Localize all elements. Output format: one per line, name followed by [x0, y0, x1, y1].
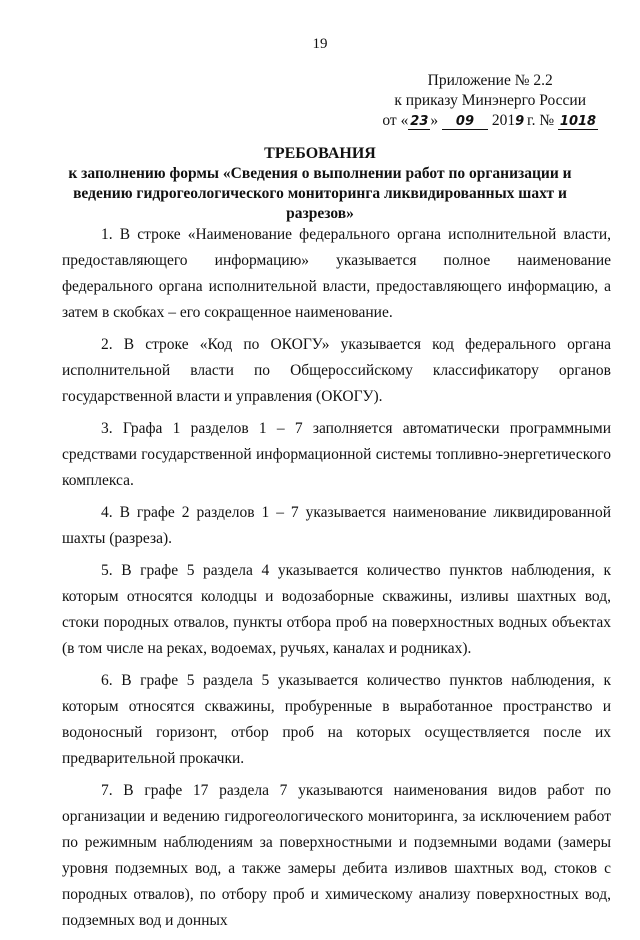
paragraph-2: 2. В строке «Код по ОКОГУ» указывается код федерального органа исполнительной власти по Общероссийскому классификатору органов государственной власти и управления (ОКОГУ).	[62, 336, 611, 405]
appendix-date-line	[382, 111, 598, 131]
paragraph-4: 4. В графе 2 разделов 1 – 7 указывается наименование ликвидированной шахты (разреза).	[62, 504, 611, 547]
appendix-block	[382, 71, 598, 131]
year-prefix: 201	[491, 112, 516, 129]
paragraph-1: 1. В строке «Наименование федерального органа исполнительной власти, предоставляющего информацию» указывается полное наименование федерального органа исполнительной власти, предоставляющего информацию, а затем в скобках – его сокращенное наименование.	[62, 226, 611, 321]
paragraph-7: 7. В графе 17 раздела 7 указываются наименования видов работ по организации и ведению гидрогеологического мониторинга, за исключением работ по режимным наблюдениям за поверхностными и подземными водами (замеры уровня подземных вод, а также замеры дебита изливов шахтных вод, стоков с породных отвалов), по отбору проб и химическому анализу поверхностных вод, подземных вод и донных	[62, 782, 611, 929]
year-suffix: г. №	[523, 112, 555, 129]
appendix-order-ref: к приказу Минэнерго России	[394, 92, 586, 109]
paragraph-3: 3. Графа 1 разделов 1 – 7 заполняется автоматически программными средствами государственной информационной системы топливно-энергетического комплекса.	[62, 420, 611, 489]
paragraph-5: 5. В графе 5 раздела 4 указывается количество пунктов наблюдения, к которым относятся колодцы и водозаборные скважины, изливы шахтных вод, стоки породных отвалов, пункты отбора проб на поверхностных водных объектах (в том числе на реках, водоемах, ручьях, каналах и родниках).	[62, 562, 611, 657]
date-close-quote: »	[430, 112, 439, 129]
handwritten-day: 23	[410, 114, 429, 129]
paragraph-6: 6. В графе 5 раздела 5 указывается количество пунктов наблюдения, к которым относятся скважины, пробуренные в выработанное пространство и водоносный горизонт, отбор проб на которых осуществляется после их предварительной прокачки.	[62, 672, 611, 767]
handwritten-month: 09	[442, 115, 488, 130]
document-subtitle: к заполнению формы «Сведения о выполнении работ по организации и ведению гидрогеологического мониторинга ликвидированных шахт и разрезов»	[68, 165, 572, 222]
handwritten-order-number: 1018	[559, 114, 597, 129]
document-title: ТРЕБОВАНИЯ	[264, 145, 376, 162]
date-prefix: от «	[382, 112, 409, 129]
page-number: 19	[312, 36, 328, 52]
handwritten-year-digit: 9	[515, 114, 525, 129]
appendix-title: Приложение № 2.2	[427, 72, 553, 89]
document-body	[62, 222, 611, 940]
